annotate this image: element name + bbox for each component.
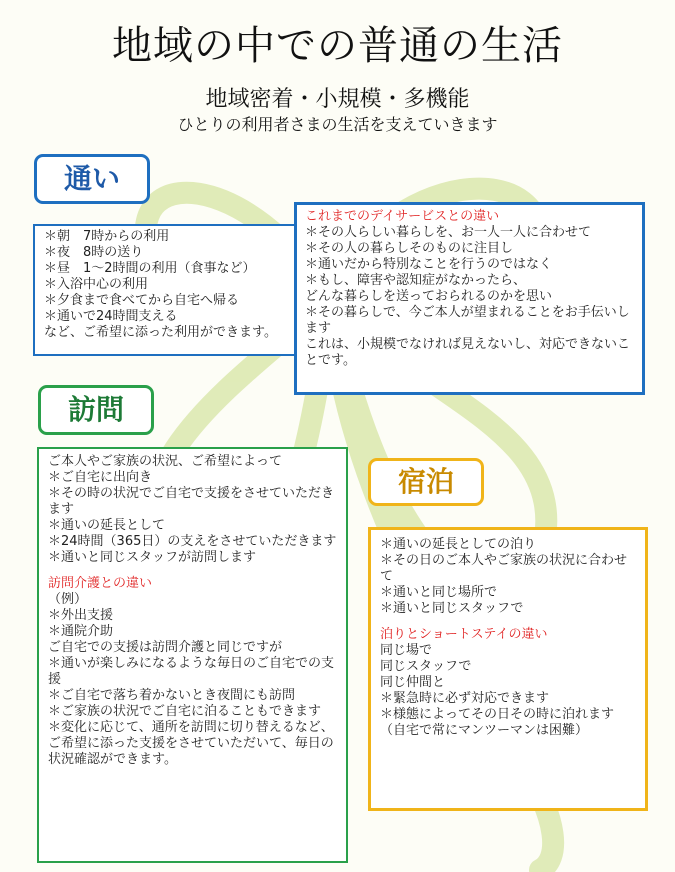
houmon-line: ご自宅での支援は訪問介護と同じですが [48,640,283,655]
difference-line: どんな暮らしを送っておられるのかを思い [305,289,553,304]
day-service-difference-heading: これまでのデイサービスとの違い [305,209,500,224]
page-tagline: ひとりの利用者さまの生活を支えていきます [177,115,498,134]
shukuhaku-line: 同じスタッフで [380,659,472,674]
houmon-label: 訪問 [38,385,154,435]
houmon-difference-heading: 訪問介護との違い [48,576,153,591]
shukuhaku-line: ＊緊急時に必ず対応できます [380,691,550,706]
kayoi-line: ＊昼 1～2時間の利用（食事など） [44,261,256,276]
houmon-box [37,447,348,863]
kayoi-label: 通い [34,154,150,204]
kayoi-box [33,224,299,356]
kayoi-line: など、ご希望に添った利用ができます。 [44,325,277,340]
shukuhaku-line: 同じ場で [380,643,433,658]
difference-line: ＊その暮らしで、今ご本人が望まれることをお手伝いします [305,305,630,336]
shukuhaku-line: （自宅で常にマンツーマンは困難） [380,723,589,738]
houmon-line: ＊24時間（365日）の支えをさせていただきます [48,534,337,549]
difference-line: ＊その人の暮らしそのものに注目し [305,241,514,256]
houmon-line: ＊変化に応じて、通所を訪問に切り替えるなど、ご希望に添った支援をさせていただいて、毎日の状況確認ができます。 [48,720,334,767]
difference-line: これは、小規模でなければ見えないし、対応できないことです。 [305,337,631,368]
kayoi-line: ＊朝 7時からの利用 [44,229,170,244]
houmon-line: ＊通院介助 [48,624,114,639]
page-title: 地域の中での普通の生活 [112,23,563,69]
shukuhaku-line: ＊通いと同じスタッフで [380,601,524,616]
houmon-line: ＊通いの延長として [48,518,166,533]
kayoi-line: ＊入浴中心の利用 [44,277,149,292]
houmon-line: ＊通いと同じスタッフが訪問します [48,550,257,565]
shukuhaku-line: ＊通いと同じ場所で [380,585,498,600]
houmon-line: ご本人やご家族の状況、ご希望によって [48,454,283,469]
shukuhaku-difference-heading: 泊りとショートステイの違い [380,627,548,642]
page-subtitle: 地域密着・小規模・多機能 [205,87,470,112]
houmon-line: ＊通いが楽しみになるような毎日のご自宅での支援 [48,656,335,687]
houmon-line: ＊その時の状況でご自宅で支援をさせていただきます [48,486,335,517]
day-service-difference-box [294,202,645,395]
kayoi-line: ＊夜 8時の送り [44,245,144,260]
shukuhaku-line: ＊その日のご本人やご家族の状況に合わせて [380,553,628,584]
shukuhaku-label: 宿泊 [368,458,484,506]
houmon-line: ＊外出支援 [48,608,114,623]
difference-line: ＊もし、障害や認知症がなかったら、 [305,273,527,288]
houmon-line: ＊ご自宅で落ち着かないとき夜間にも訪問 [48,688,296,703]
kayoi-line: ＊通いで24時間支える [44,309,178,324]
houmon-line: ＊ご家族の状況でご自宅に泊ることもできます [48,704,322,719]
difference-line: ＊その人らしい暮らしを、お一人一人に合わせて [305,225,592,240]
houmon-line: （例） [48,592,88,607]
shukuhaku-line: ＊通いの延長としての泊り [380,537,537,552]
shukuhaku-line: 同じ仲間と [380,675,446,690]
kayoi-line: ＊夕食まで食べてから自宅へ帰る [44,293,240,308]
shukuhaku-box [368,527,648,811]
shukuhaku-line: ＊様態によってその日その時に泊れます [380,707,615,722]
difference-line: ＊通いだから特別なことを行うのではなく [305,257,553,272]
houmon-line: ＊ご自宅に出向き [48,470,153,485]
